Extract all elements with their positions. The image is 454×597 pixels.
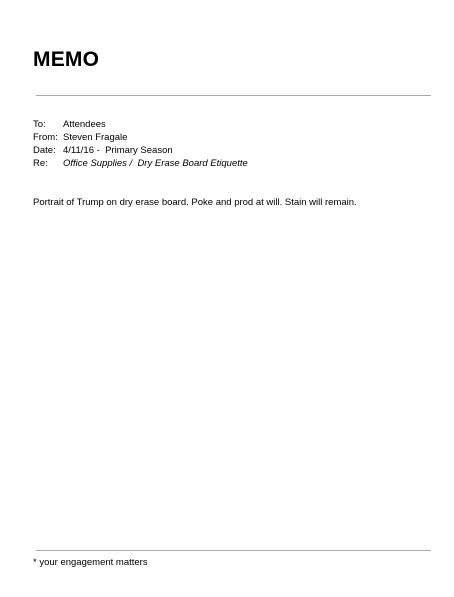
- date-label: Date:: [33, 145, 56, 156]
- memo-header-fields: [33, 118, 248, 170]
- re-field: [33, 157, 248, 170]
- to-field: [33, 118, 248, 131]
- footnote: * your engagement matters: [33, 557, 148, 568]
- date-field: [33, 144, 248, 157]
- re-value: Office Supplies / Dry Erase Board Etiquette: [63, 158, 248, 169]
- from-value: Steven Fragale: [63, 132, 128, 143]
- date-value: 4/11/16 - Primary Season: [63, 145, 173, 156]
- re-label: Re:: [33, 158, 48, 169]
- to-value: Attendees: [63, 119, 106, 130]
- memo-body: Portrait of Trump on dry erase board. Poke and prod at will. Stain will remain.: [33, 197, 357, 208]
- top-divider: [36, 95, 431, 96]
- from-field: [33, 131, 248, 144]
- to-label: To:: [33, 119, 46, 130]
- from-label: From:: [33, 132, 58, 143]
- bottom-divider: [36, 550, 431, 551]
- memo-title: MEMO: [33, 48, 100, 71]
